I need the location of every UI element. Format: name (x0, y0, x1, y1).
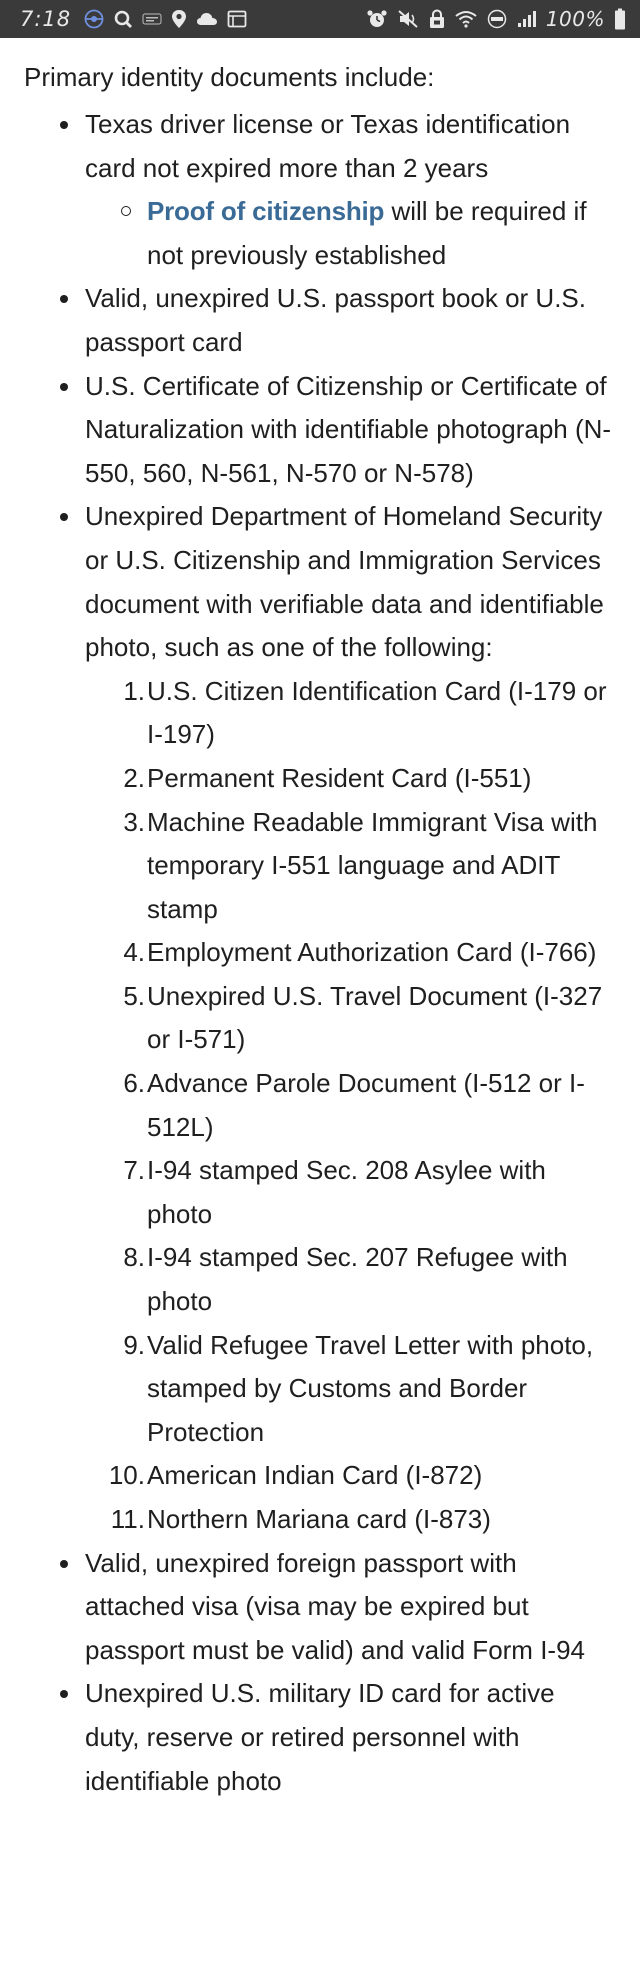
status-time: 7:18 (20, 7, 72, 31)
list-item (24, 365, 614, 496)
numbered-item-text: I-94 stamped Sec. 208 Asylee with photo (147, 1155, 546, 1229)
item-number: 4. (123, 937, 145, 968)
status-bar-left (20, 7, 247, 31)
list-item-text: Unexpired Department of Homeland Security or U.S. Citizenship and Immigration Services document with verifiable data and identifiable photo, such as one of the following: (85, 501, 604, 663)
numbered-item (85, 1454, 614, 1498)
list-item-text: Valid, unexpired foreign passport with attached visa (visa may be expired but passport must be valid) and valid Form I-94 (85, 1547, 585, 1665)
item-number: 9. (123, 1329, 145, 1360)
numbered-item-text: Valid Refugee Travel Letter with photo, stamped by Customs and Border Protection (147, 1329, 594, 1447)
sub-list (85, 190, 614, 277)
item-number: 2. (123, 762, 145, 793)
lock-icon (428, 9, 446, 29)
numbered-item-text: Northern Mariana card (I-873) (147, 1504, 491, 1534)
numbered-item (85, 801, 614, 932)
list-item (24, 103, 614, 277)
volte-icon (486, 9, 508, 29)
list-item-text: Unexpired U.S. military ID card for active duty, reserve or retired personnel with identifiable photo (85, 1678, 555, 1796)
numbered-item-text: I-94 stamped Sec. 207 Refugee with photo (147, 1242, 568, 1317)
primary-documents-list (24, 103, 614, 1803)
numbered-item (85, 670, 614, 757)
numbered-item-text: American Indian Card (I-872) (147, 1460, 483, 1491)
item-number: 11. (110, 1504, 145, 1534)
numbered-item (85, 1236, 614, 1323)
numbered-item (85, 975, 614, 1062)
wifi-icon (455, 10, 477, 28)
list-item-text: Valid, unexpired U.S. passport book or U.S. passport card (85, 283, 586, 357)
item-number: 6. (123, 1068, 145, 1099)
item-number: 3. (123, 806, 145, 837)
status-bar (0, 0, 640, 38)
numbered-item (85, 1062, 614, 1149)
numbered-item (85, 1324, 614, 1455)
numbered-item (85, 1149, 614, 1236)
list-item (24, 277, 614, 364)
numbered-item-text: Advance Parole Document (I-512 or I-512L) (147, 1068, 585, 1142)
list-item-text: U.S. Certificate of Citizenship or Certificate of Naturalization with identifiable photograph (N-550, 560, N-561, N-570 or N-578) (85, 370, 612, 488)
mute-icon (397, 9, 419, 29)
signal-icon (517, 10, 537, 28)
sub-list-item-text: will be required if not previously established (147, 196, 587, 270)
list-item-text: Texas driver license or Texas identification card not expired more than 2 years (85, 109, 571, 183)
cloud-icon (196, 11, 218, 27)
location-pin-icon (171, 9, 187, 29)
numbered-item-text: Permanent Resident Card (I-551) (147, 762, 532, 793)
numbered-item (85, 1498, 614, 1542)
item-number: 8. (123, 1242, 145, 1273)
item-number: 5. (123, 980, 145, 1011)
numbered-item (85, 757, 614, 801)
item-number: 7. (123, 1155, 145, 1186)
intro-text: Primary identity documents include: (24, 62, 435, 92)
alarm-icon (366, 9, 388, 29)
search-icon (113, 9, 133, 29)
item-number: 1. (123, 675, 145, 706)
list-item (24, 495, 614, 1541)
pokemon-go-icon (84, 9, 104, 29)
numbered-item-text: Machine Readable Immigrant Visa with temporary I-551 language and ADIT stamp (147, 806, 598, 924)
numbered-item-text: U.S. Citizen Identification Card (I-179 or I-197) (147, 675, 607, 750)
list-item (24, 1672, 614, 1803)
battery-percent: 100% (545, 7, 605, 31)
dhs-documents-list (85, 670, 614, 1542)
proof-of-citizenship-link[interactable]: Proof of citizenship (147, 196, 385, 227)
status-bar-right (366, 7, 626, 31)
list-item (24, 1542, 614, 1673)
article-content (0, 38, 640, 1803)
numbered-item-text: Employment Authorization Card (I-766) (147, 937, 597, 968)
battery-icon (614, 8, 626, 30)
numbered-item-text: Unexpired U.S. Travel Document (I-327 or I-571) (147, 980, 603, 1055)
gallery-icon (227, 10, 247, 28)
numbered-item (85, 931, 614, 975)
item-number: 10. (108, 1460, 145, 1491)
app-badge-icon (142, 11, 162, 27)
sub-list-item (85, 190, 614, 277)
